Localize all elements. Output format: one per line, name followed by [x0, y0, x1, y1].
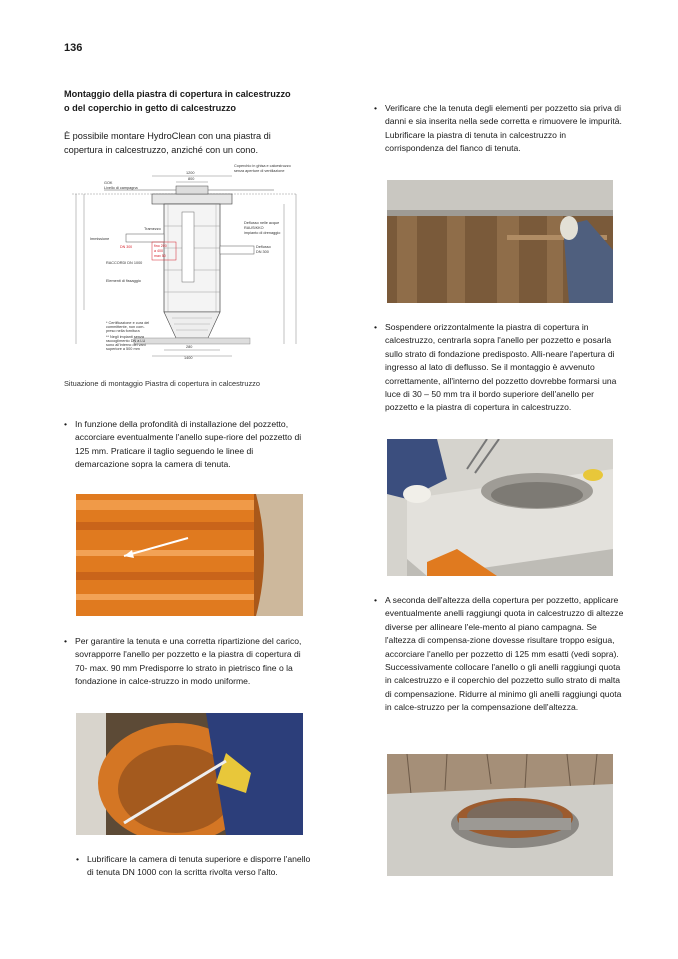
left-bullet-3: • Lubrificare la camera di tenuta superiore e disporre l'anello di tenuta DN 1000 con la scritta rivolta verso l'alto. — [76, 853, 315, 880]
diagram-note-6: sono all'interno dei vani — [106, 343, 146, 347]
left-bullet-2: • Per garantire la tenuta e una corretta ripartizione del carico, sovrapporre l'anello per pozzetto e la piastra di copertura di 70- max. 90 mm Predisporre lo strato in pietrisco fine o la fondazione in calce-struzzo in modo uniforme. — [64, 635, 315, 689]
diagram-red-label-2: a 400 — [154, 249, 163, 253]
photo-lubricating-seal — [76, 713, 303, 835]
diagram-fix-label: Elementi di fissaggio — [106, 279, 141, 283]
photo-shaft-ring-cut — [76, 494, 303, 616]
intro-paragraph: È possibile montare HydroClean con una piastra di copertura in calcestruzzo, anziché con un cono. — [64, 131, 271, 155]
diagram-deflusso-label-3: impianto di drenaggio — [244, 231, 281, 235]
photo-finished-cover — [387, 754, 613, 876]
installation-diagram — [64, 160, 304, 360]
right-bullet-1: • Verificare che la tenuta degli elementi per pozzetto sia priva di danni e sia inserita nella sede corretta e rimuovere le impurità. Lubrificare la piastra di tenuta in calcestruzzo in corrispondenza del fianco di tenuta. — [374, 102, 625, 156]
diagram-dim-top-2: 800 — [188, 177, 195, 181]
diagram-note-3: preso nella fornitura — [106, 329, 140, 333]
diagram-cover-label: Coperchio in ghisa e calcestruzzo — [234, 164, 291, 168]
left-bullet-1: • In funzione della profondità di installazione del pozzetto, accorciare eventualmente l'anello supe-riore del pozzetto di 125 mm. Praticare il taglio seguendo le linee di demarcazione sopra la camera di tenuta. — [64, 418, 303, 472]
diagram-note-5: raccoglimento DN a LU — [106, 339, 146, 343]
diagram-deflusso-label-2: RAUSIKKO — [244, 226, 264, 230]
diagram-ring-label: RACCORDI DN 1000 — [106, 261, 143, 265]
diagram-dim-bottom-1: 280 — [186, 345, 193, 349]
photo-concrete-plate-formwork — [387, 180, 613, 303]
diagram-dim-top-1: 1200 — [186, 171, 195, 175]
diagram-note-7: superiore a 500 mm — [106, 347, 140, 351]
diagram-drawing — [64, 160, 304, 360]
right-bullet-3: • A seconda dell'altezza della copertura per pozzetto, applicare eventualmente anelli raggiungi quota in calcestruzzo di altezze diverse per allineare l'ele-mento al piano campagna. Se l'altezza di compensa-zione dovesse risultare troppo esigua, accorciare l'anello per pozzetto di 125 mm esatti (vedi sopra). Successivamente collocare l'anello o gli anelli raggiungi quota in calcestruzzo e il coperchio del pozzetto sullo strato di malta di compensazione. Ridurre al minimo gli anelli raggiungi quota in calce-struzzo per la compensazione dell'altezza. — [374, 594, 625, 715]
diagram-outlet-dn: DN 300 — [256, 250, 269, 254]
diagram-inlet-dn: DN 300 — [120, 245, 133, 249]
diagram-note-1: * Certificazione e cura del — [106, 321, 150, 325]
diagram-inlet-label: Immissione — [90, 237, 110, 241]
diagram-tenuta-label: Tramezzo — [144, 227, 161, 231]
heading-line-1: Montaggio della piastra di copertura in calcestruzzo — [64, 89, 291, 99]
heading-line-2: o del coperchio in getto di calcestruzzo — [64, 102, 237, 113]
page-number: 136 — [64, 42, 83, 54]
diagram-note-4: ** Negli impianti senza — [106, 335, 144, 339]
diagram-note-2: committente, non com- — [106, 325, 145, 329]
diagram-level-label: Livello di campagna — [104, 186, 138, 190]
diagram-deflusso-label: Deflusso nelle acque — [244, 221, 280, 225]
diagram-red-label-3: max 50 — [154, 254, 166, 258]
diagram-cover-label-2: senza aperture di ventilazione — [234, 169, 285, 173]
right-bullet-2: • Sospendere orizzontalmente la piastra di copertura in calcestruzzo, centrarla sopra l'anello per pozzetto e posarla sullo strato di fondazione predisposto. Alli-neare l'apertura di ingresso al lato di deflusso. Se il montaggio è avvenuto correttamente, all'interno del pozzetto dovrebbe formarsi una luce di 30 – 50 mm tra il bordo superiore dell'anello per pozzetto e la piastra di copertura in calcestruzzo. — [374, 321, 625, 415]
diagram-gok-label: GOK — [104, 181, 113, 185]
photo-plate-positioning — [387, 439, 613, 576]
diagram-red-label-1: fino 200 — [154, 244, 167, 248]
diagram-caption: Situazione di montaggio Piastra di copertura in calcestruzzo — [64, 379, 260, 388]
diagram-dim-bottom-2: 1400 — [184, 356, 193, 360]
section-heading — [64, 88, 304, 115]
diagram-outlet-label: Deflusso — [256, 245, 271, 249]
